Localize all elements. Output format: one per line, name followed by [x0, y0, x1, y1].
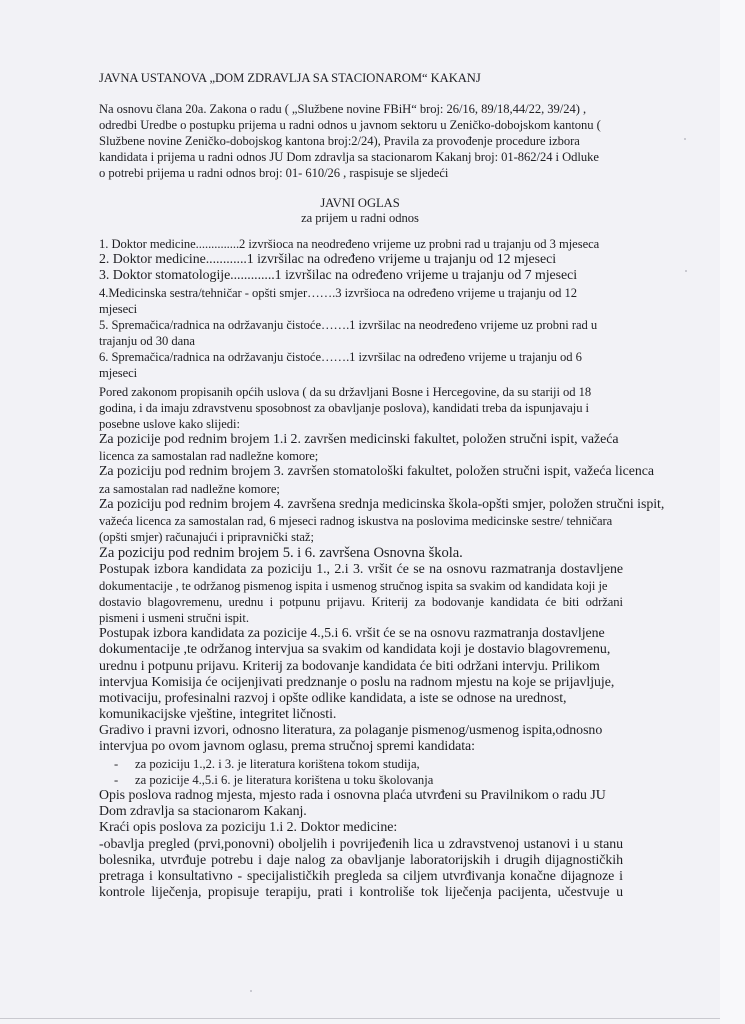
- scan-speck: [250, 990, 252, 992]
- position-item: mjeseci: [99, 366, 138, 380]
- conditions-line: posebne uslove kako slijedi:: [99, 417, 240, 431]
- procedure-line: Postupak izbora kandidata za poziciju 1., 2.i 3. vršit će se na osnovu razmatranja dostavljene: [99, 562, 623, 577]
- conditions-line: Za poziciju pod rednim brojem 5. i 6. završena Osnovna škola.: [99, 545, 463, 561]
- announcement-subtitle: za prijem u radni odnos: [301, 211, 419, 225]
- intro-line: kandidata i prijema u radni odnos JU Dom zdravlja sa stacionarom Kakanj broj: 01-862/24 i Odluke: [99, 150, 599, 164]
- page-edge: [720, 0, 745, 1024]
- position-item: 4.Medicinska sestra/tehničar - opšti smjer…….3 izvršioca na određeno vrijeme u trajanju od 12: [99, 286, 577, 300]
- conditions-line: Pored zakonom propisanih općih uslova ( da su državljani Bosne i Hercegovine, da su stariji od 18: [99, 385, 592, 399]
- scan-speck: [685, 270, 687, 272]
- job-description-line: Opis poslova radnog mjesta, mjesto rada i osnovna plaća utvrđeni su Pravilnikom o radu JU: [99, 788, 606, 803]
- intro-line: Na osnovu člana 20a. Zakona o radu ( „Službene novine FBiH“ broj: 26/16, 89/18,44/22, 39/24) ,: [99, 102, 587, 116]
- position-item: 2. Doktor medicine............1 izvršilac na određeno vrijeme u trajanju od 12 mjeseci: [99, 252, 557, 267]
- literature-bullet: za pozicije 4.,5.i 6. je literatura korištena u toku školovanja: [135, 773, 434, 787]
- literature-line: Gradivo i pravni izvori, odnosno literatura, za polaganje pismenog/usmenog ispita,odnosno: [99, 723, 603, 738]
- literature-line: intervjua po ovom javnom oglasu, prema stručnoj spremi kandidata:: [99, 739, 475, 754]
- conditions-line: Za poziciju pod rednim brojem 4. završena srednja medicinska škola-opšti smjer, položen stručni ispit,: [99, 497, 665, 512]
- procedure-line: motivaciju, profesinalni razvoj i opšte odlike kandidata, a iste se odnose na urednost,: [99, 691, 567, 706]
- position-item: 3. Doktor stomatologije.............1 izvršilac na određeno vrijeme u trajanju od 7 mjeseci: [99, 268, 578, 283]
- announcement-title: JAVNI OGLAS: [320, 196, 400, 210]
- scan-speck: [684, 138, 686, 140]
- intro-line: Službene novine Zeničko-dobojskog kantona broj:2/24), Pravila za provođenje procedure izbora: [99, 134, 580, 148]
- job-description-line: Dom zdravlja sa stacionarom Kakanj.: [99, 804, 307, 819]
- bullet-dash-icon: -: [114, 773, 119, 787]
- institution-title: JAVNA USTANOVA „DOM ZDRAVLJA SA STACIONAROM“ KAKANJ: [99, 71, 481, 85]
- duties-line: -obavlja pregled (prvi,ponovni) oboljelih i povrijeđenih lica u zdravstvenoj ustanovi i u stanu: [99, 837, 623, 852]
- conditions-line: važeća licenca za samostalan rad, 6 mjeseci radnog iskustva na poslovima medicinske sestre/ tehničara: [99, 514, 613, 528]
- procedure-line: dostavio blagovremenu, urednu i potpunu prijavu. Kriterij za bodovanje kandidata će biti održani: [99, 595, 623, 609]
- procedure-line: pismeni i usmeni stručni ispit.: [99, 611, 249, 625]
- procedure-line: komunikacijske vještine, integritet ličnosti.: [99, 707, 337, 722]
- procedure-line: intervjua Komisija će ocijenjivati predznanje o poslu na radnom mjestu na koje se prijavljuje,: [99, 675, 615, 690]
- literature-bullet: za poziciju 1.,2. i 3. je literatura korištena tokom studija,: [135, 757, 420, 771]
- conditions-line: za samostalan rad nadležne komore;: [99, 482, 280, 496]
- job-description-line: Kraći opis poslova za poziciju 1.i 2. Doktor medicine:: [99, 820, 398, 835]
- position-item: 5. Spremačica/radnica na održavanju čistoće…….1 izvršilac na neodređeno vrijeme uz probni rad u: [99, 318, 598, 332]
- conditions-line: godina, i da imaju zdravstvenu sposobnost za obavljanje poslova), kandidati treba da ispunjavaju i: [99, 401, 589, 415]
- position-item: 6. Spremačica/radnica na održavanju čistoće…….1 izvršilac na određeno vrijeme u trajanju od 6: [99, 350, 582, 364]
- procedure-line: Postupak izbora kandidata za pozicije 4.,5.i 6. vršit će se na osnovu razmatranja dostavljene: [99, 626, 605, 641]
- procedure-line: dokumentacije ,te održanog intervjua sa svakim od kandidata koji je dostavio blagovremenu,: [99, 642, 611, 657]
- position-item: mjeseci: [99, 302, 138, 316]
- procedure-line: dokumentacije , te održanog pismenog ispita i usmenog stručnog ispita sa svakim od kandidata koji je: [99, 579, 608, 593]
- duties-line: pretraga i konsultativno - specijalističkih pregleda sa ciljem utvrđivanja konačne dijagnoze i: [99, 869, 623, 884]
- procedure-line: urednu i potpunu prijavu. Kriterij za bodovanje kandidata će biti održani intervju. Prilikom: [99, 659, 600, 674]
- conditions-line: (opšti smjer) računajući i pripravnički staž;: [99, 530, 314, 544]
- conditions-line: licenca za samostalan rad nadležne komore;: [99, 449, 319, 463]
- duties-line: bolesnika, utvrđuje potrebu i daje nalog za obavljanje laboratorijskih i drugih dijagnostičkih: [99, 853, 623, 868]
- conditions-line: Za pozicije pod rednim brojem 1.i 2. završen medicinski fakultet, položen stručni ispit, važeća: [99, 432, 619, 447]
- intro-line: o potrebi prijema u radni odnos broj: 01- 610/26 , raspisuje se sljedeći: [99, 166, 449, 180]
- duties-line: kontrole liječenja, propisuje terapiju, prati i kontroliše tok liječenja pacijenta, učestvuje u: [99, 885, 623, 900]
- intro-line: odredbi Uredbe o postupku prijema u radni odnos u javnom sektoru u Zeničko-dobojskom kantonu (: [99, 118, 601, 132]
- conditions-line: Za poziciju pod rednim brojem 3. završen stomatološki fakultet, položen stručni ispit, važeća licenca: [99, 464, 655, 479]
- bullet-dash-icon: -: [114, 757, 119, 771]
- position-item: trajanju od 30 dana: [99, 334, 195, 348]
- position-item: 1. Doktor medicine..............2 izvršioca na neodređeno vrijeme uz probni rad u trajanju od 3 mjeseca: [99, 237, 600, 251]
